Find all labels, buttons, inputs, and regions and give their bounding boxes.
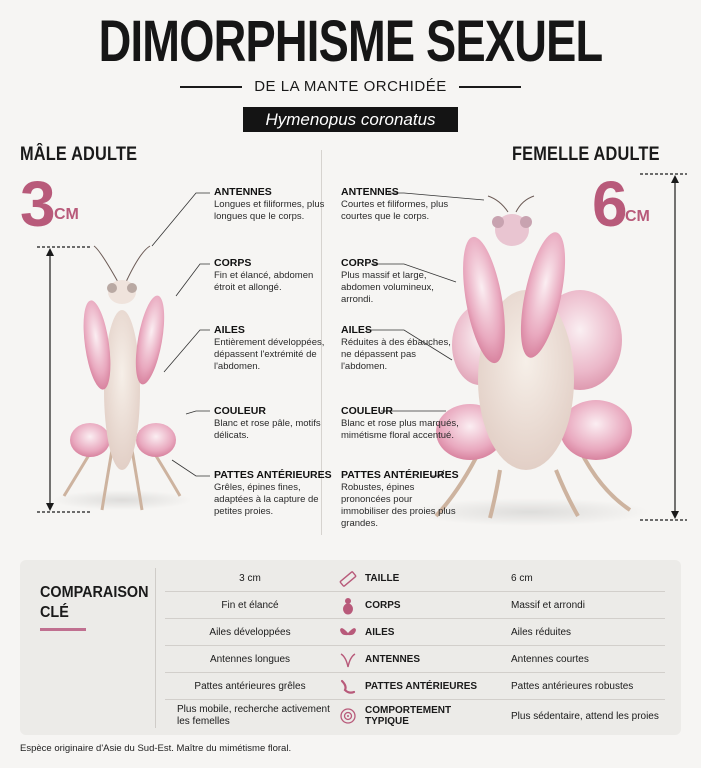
male-annotation-ailes [214,324,332,373]
annotation-title: COULEUR [341,405,393,417]
male-size-value: 3 [20,168,56,240]
comparison-row-comportement [165,700,665,732]
female-annotation-pattes [341,469,459,530]
annotation-text: Courtes et filiformes, plus courtes que le corps. [341,199,449,222]
annotation-title: ANTENNES [214,186,272,198]
male-annotation-couleur [214,405,332,442]
male-annotation-pattes [214,469,332,518]
annotation-title: PATTES ANTÉRIEURES [341,469,459,481]
male-mantis-figure [52,246,192,510]
female-size-scale [640,174,687,520]
male-annotation-corps [214,257,332,294]
annotation-title: PATTES ANTÉRIEURES [214,469,332,481]
body-icon [339,597,357,615]
annotation-title: COULEUR [214,405,266,417]
female-value: 6 cm [511,573,533,584]
comparison-row-antennes [165,646,665,673]
comparison-title-line1: COMPARAISON [40,584,149,601]
annotation-text: Entièrement développées, dépassent l'extrémité de l'abdomen. [214,337,325,372]
male-size-unit: CM [54,206,79,223]
criterion-label: TAILLE [365,573,400,584]
annotation-title: CORPS [341,257,379,269]
annotation-text: Robustes, épines prononcées pour immobiliser des proies plus grandes. [341,482,456,529]
annotation-title: AILES [214,324,245,336]
comparison-row-taille [165,565,665,592]
criterion-label: COMPORTEMENT TYPIQUE [365,705,452,727]
female-value: Ailes réduites [511,627,572,638]
comparison-row-pattes [165,673,665,700]
annotation-title: ANTENNES [341,186,399,198]
page-title: DIMORPHISME SEXUEL [98,9,603,74]
annotation-text: Plus massif et large, abdomen volumineux, arrondi. [341,270,434,305]
ruler-icon [339,570,357,588]
comparison-divider [155,568,156,728]
comparison-title-line2: CLÉ [40,604,69,621]
female-value: Pattes antérieures robustes [511,681,634,692]
female-annotation-ailes [341,324,459,373]
annotation-text: Blanc et rose plus marqués, mimétisme floral accentué. [341,418,459,441]
target-icon [339,707,357,725]
criterion-label: CORPS [365,600,401,611]
comparison-row-corps [165,592,665,619]
male-value: Fin et élancé [221,599,279,611]
female-value: Antennes courtes [511,654,589,665]
female-annotation-antennes [341,186,459,223]
annotation-text: Blanc et rose pâle, motifs délicats. [214,418,321,441]
species-name-badge: Hymenopus coronatus [243,107,458,132]
female-size-unit: CM [625,208,650,225]
annotation-text: Grêles, épines fines, adaptées à la capture de petites proies. [214,482,319,517]
wings-icon [339,624,357,642]
male-value: Ailes développées [209,626,291,638]
annotation-text: Longues et filiformes, plus longues que le corps. [214,199,325,222]
annotation-title: AILES [341,324,372,336]
male-annotation-antennes [214,186,332,223]
comparison-accent-bar [40,628,86,631]
male-value: Plus mobile, recherche activement les femelles [177,704,330,727]
criterion-label: ANTENNES [365,654,421,665]
comparison-title [40,583,149,623]
raptorial-leg-icon [339,678,357,696]
male-size-scale [37,247,90,512]
criterion-label: PATTES ANTÉRIEURES [365,681,478,692]
annotation-title: CORPS [214,257,252,269]
male-value: Antennes longues [209,653,291,665]
female-annotation-couleur [341,405,459,442]
female-annotation-corps [341,257,459,306]
male-value: 3 cm [239,572,261,584]
female-column-title: FEMELLE ADULTE [512,144,660,165]
annotation-text: Fin et élancé, abdomen étroit et allongé. [214,270,314,293]
antennae-icon [339,651,357,669]
criterion-label: AILES [365,627,395,638]
male-value: Pattes antérieures grêles [194,680,306,692]
comparison-row-ailes [165,619,665,646]
female-value: Plus sédentaire, attend les proies [511,710,659,722]
male-column-title: MÂLE ADULTE [20,144,138,165]
subtitle: DE LA MANTE ORCHIDÉE [254,78,447,95]
footer-note: Espèce originaire d'Asie du Sud-Est. Maître du mimétisme floral. [20,743,292,754]
annotation-text: Réduites à des ébauches, ne dépassent pas l'abdomen. [341,337,451,372]
female-size-value: 6 [592,168,628,240]
female-value: Massif et arrondi [511,600,585,611]
